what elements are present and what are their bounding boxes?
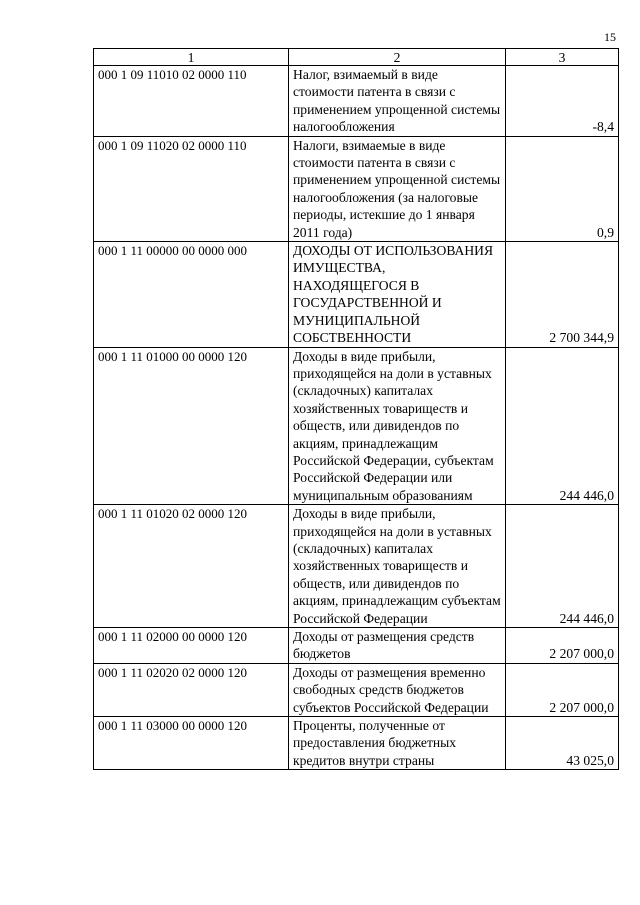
table-header-row	[94, 49, 619, 66]
column-header-name: 2	[289, 49, 506, 66]
revenue-amount: 0,9	[506, 136, 619, 241]
table-row	[94, 66, 619, 137]
budget-code: 000 1 11 00000 00 0000 000	[94, 242, 289, 347]
table-row	[94, 663, 619, 716]
table-row	[94, 242, 619, 347]
revenue-name: Доходы от размещения временно свободных средств бюджетов субъектов Российской Федерации	[289, 663, 506, 716]
budget-revenue-table	[93, 48, 619, 770]
revenue-name: Проценты, полученные от предоставления бюджетных кредитов внутри страны	[289, 717, 506, 770]
revenue-name: Налог, взимаемый в виде стоимости патента в связи с применением упрощенной системы налогообложения	[289, 66, 506, 137]
revenue-name: ДОХОДЫ ОТ ИСПОЛЬЗОВАНИЯ ИМУЩЕСТВА, НАХОДЯЩЕГОСЯ В ГОСУДАРСТВЕННОЙ И МУНИЦИПАЛЬНОЙ СОБСТВЕННОСТИ	[289, 242, 506, 347]
revenue-name: Налоги, взимаемые в виде стоимости патента в связи с применением упрощенной системы налогообложения (за налоговые периоды, истекшие до 1 января 2011 года)	[289, 136, 506, 241]
page-number: 15	[604, 30, 616, 44]
revenue-name: Доходы в виде прибыли, приходящейся на доли в уставных (складочных) капиталах хозяйственных товариществ и обществ, или дивидендов по акциям, принадлежащим Российской Федерации, субъектам Российской Федерации или муниципальным образованиям	[289, 347, 506, 505]
table-row	[94, 505, 619, 628]
budget-code: 000 1 09 11010 02 0000 110	[94, 66, 289, 137]
budget-code: 000 1 11 01020 02 0000 120	[94, 505, 289, 628]
revenue-amount: 2 700 344,9	[506, 242, 619, 347]
revenue-amount: 43 025,0	[506, 717, 619, 770]
table-row	[94, 628, 619, 664]
table-row	[94, 347, 619, 505]
column-header-code: 1	[94, 49, 289, 66]
budget-code: 000 1 09 11020 02 0000 110	[94, 136, 289, 241]
revenue-name: Доходы в виде прибыли, приходящейся на доли в уставных (складочных) капиталах хозяйственных товариществ и обществ, или дивидендов по акциям, принадлежащим субъектам Российской Федерации	[289, 505, 506, 628]
budget-code: 000 1 11 01000 00 0000 120	[94, 347, 289, 505]
budget-code: 000 1 11 03000 00 0000 120	[94, 717, 289, 770]
table-row	[94, 717, 619, 770]
revenue-amount: 2 207 000,0	[506, 628, 619, 664]
table-row	[94, 136, 619, 241]
revenue-amount: 2 207 000,0	[506, 663, 619, 716]
revenue-name: Доходы от размещения средств бюджетов	[289, 628, 506, 664]
column-header-amount: 3	[506, 49, 619, 66]
budget-code: 000 1 11 02020 02 0000 120	[94, 663, 289, 716]
revenue-amount: -8,4	[506, 66, 619, 137]
revenue-amount: 244 446,0	[506, 505, 619, 628]
revenue-amount: 244 446,0	[506, 347, 619, 505]
budget-code: 000 1 11 02000 00 0000 120	[94, 628, 289, 664]
